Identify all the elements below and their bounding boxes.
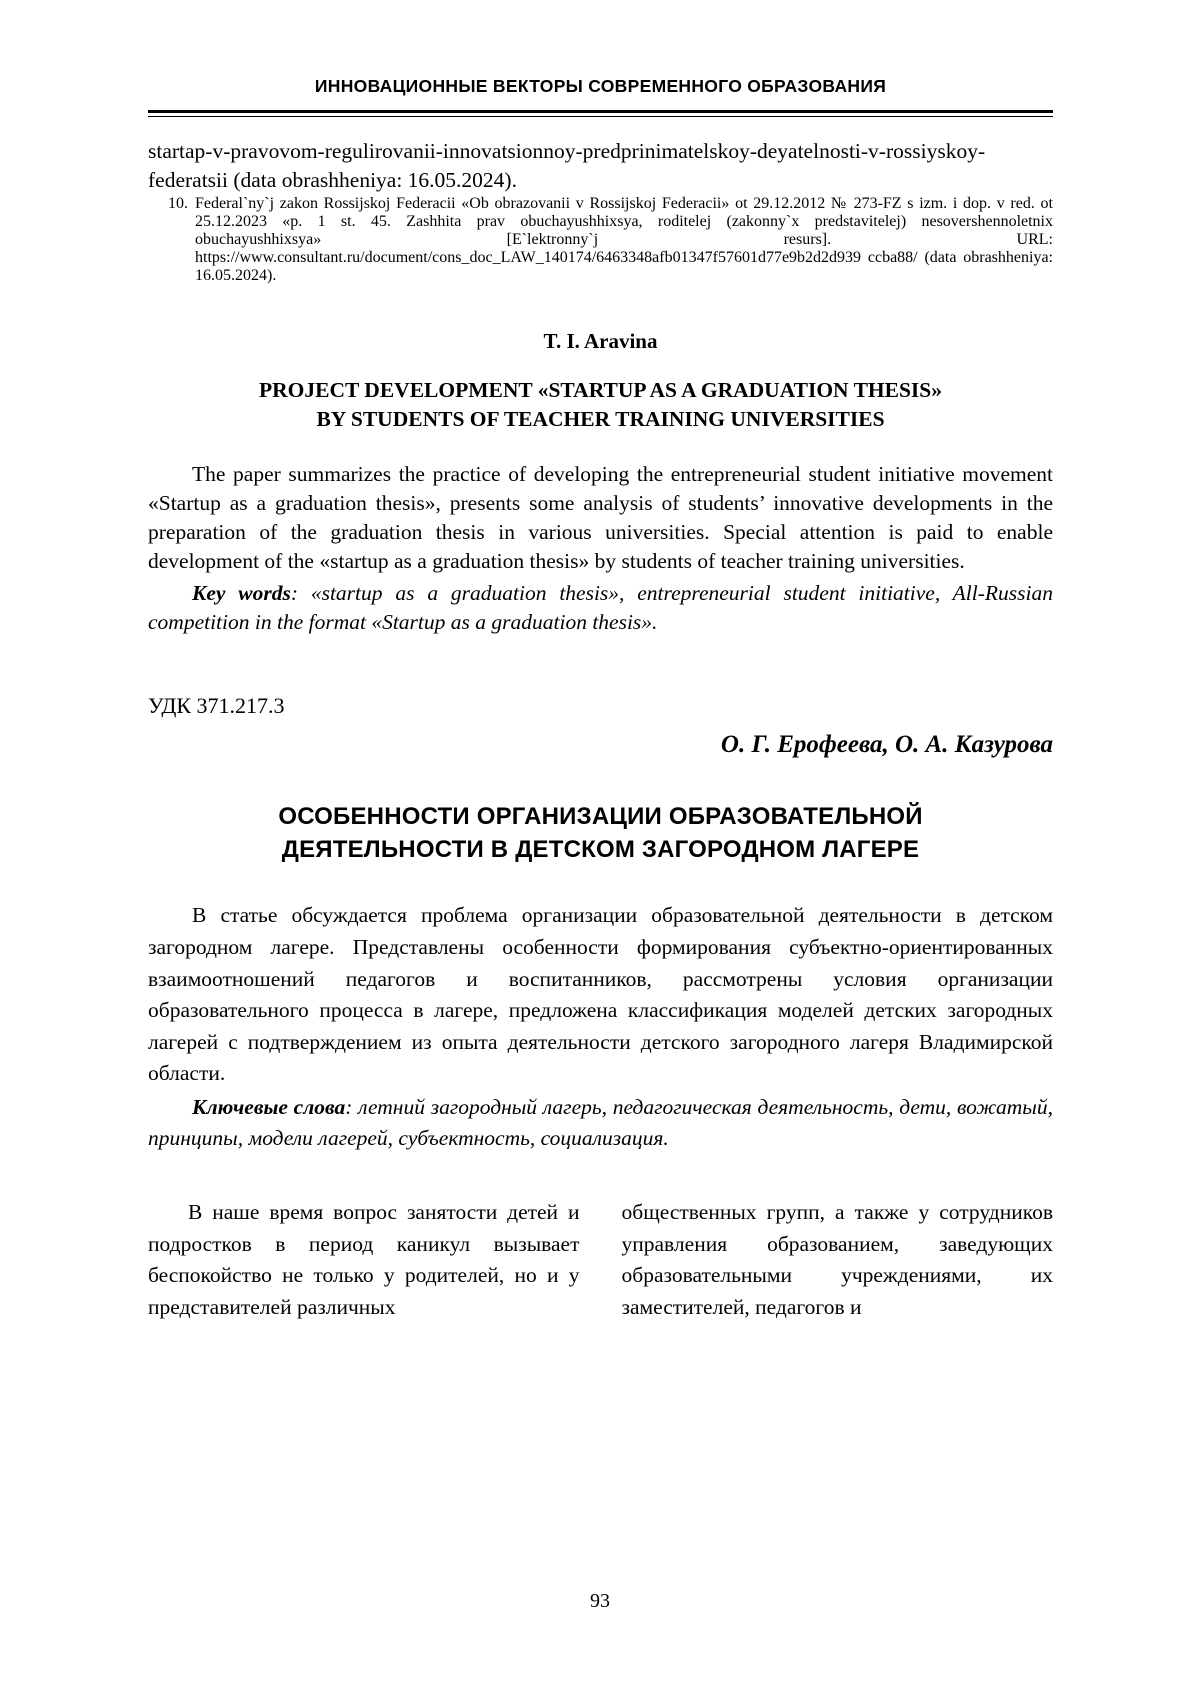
title-en-line1: PROJECT DEVELOPMENT «STARTUP AS A GRADUATION THESIS» (258, 378, 943, 403)
author-en: T. I. Aravina (543, 329, 658, 354)
header-rule-thick (148, 110, 1053, 113)
reference-continuation: startap-v-pravovom-regulirovanii-innovatsionnoy-predprinimatelskoy-deyatelnosti-v-rossiyskoy-federatsii (data obrashheniya: 16.05.2024). (148, 139, 986, 193)
keywords-en (148, 579, 1053, 637)
abstract-ru: В статье обсуждается проблема организации образовательной деятельности в детском загородном лагере. Представлены особенности формирования субъектно-ориентированных взаимоотношений педагогов и воспитанников, рассмотрены условия организации образовательного процесса в лагере, предложена классификация моделей детских загородных лагерей с подтверждением из опыта деятельности детского загородного лагеря Владимирской области. (148, 903, 1053, 1086)
title-ru-line1: ОСОБЕННОСТИ ОРГАНИЗАЦИИ ОБРАЗОВАТЕЛЬНОЙ (278, 803, 923, 831)
keywords-ru (148, 1092, 1053, 1155)
page-number: 93 (590, 1590, 610, 1612)
authors-ru: О. Г. Ерофеева, О. А. Казурова (720, 731, 1053, 759)
keywords-ru-text: : летний загородный лагерь, педагогическая деятельность, дети, вожатый, принципы, модели лагерей, субъектность, социализация. (148, 1094, 1053, 1151)
reference-list-item (148, 195, 1053, 285)
title-en (148, 376, 1053, 433)
page-content (148, 0, 1053, 1323)
body-column-left: В наше время вопрос занятости детей и подростков в период каникул вызывает беспокойство не только у родителей, но и у представителей различных (148, 1200, 580, 1319)
header-rule-thin (148, 116, 1053, 117)
keywords-ru-label: Ключевые слова (192, 1094, 346, 1119)
running-head: ИННОВАЦИОННЫЕ ВЕКТОРЫ СОВРЕМЕННОГО ОБРАЗОВАНИЯ (314, 76, 887, 96)
abstract-en: The paper summarizes the practice of developing the entrepreneurial student initiative movement «Startup as a graduation thesis», presents some analysis of students’ innovative developments in the preparation of the graduation thesis in various universities. Special attention is paid to enable development of the «startup as a graduation thesis» by students of teacher training universities. (148, 461, 1053, 574)
body-column-right: общественных групп, а также у сотрудников управления образованием, заведующих образовательными учреждениями, их заместителей, педагогов и (621, 1200, 1053, 1319)
keywords-en-label: Key words (192, 580, 291, 605)
title-en-line2: BY STUDENTS OF TEACHER TRAINING UNIVERSITIES (316, 407, 885, 432)
body-columns (148, 1197, 1053, 1323)
title-ru (148, 801, 1053, 866)
reference-number: 10. (168, 195, 188, 213)
keywords-en-text: : «startup as a graduation thesis», entrepreneurial student initiative, All-Russian competition in the format «Startup as a graduation thesis». (148, 580, 1053, 634)
reference-text: Federal`ny`j zakon Rossijskoj Federacii «Ob obrazovanii v Rossijskoj Federacii» ot 29.12.2012 № 273-FZ s izm. i dop. v red. ot 25.12.2023 «p. 1 st. 45. Zashhita prav obuchayushhixsya, roditelej (zakonny`x predstavitelej) nesovershennoletnix obuchayushhixsya» [E`lektronny`j resurs]. URL: https://www.consultant.ru/document/cons_doc_LAW_140174/6463348afb01347f57601d77e9b2d2d939 ccba88/ (data obrashheniya: 16.05.2024). (195, 195, 1053, 285)
udk-code: УДК 371.217.3 (148, 693, 285, 719)
title-ru-line2: ДЕЯТЕЛЬНОСТИ В ДЕТСКОМ ЗАГОРОДНОМ ЛАГЕРЕ (281, 835, 920, 863)
